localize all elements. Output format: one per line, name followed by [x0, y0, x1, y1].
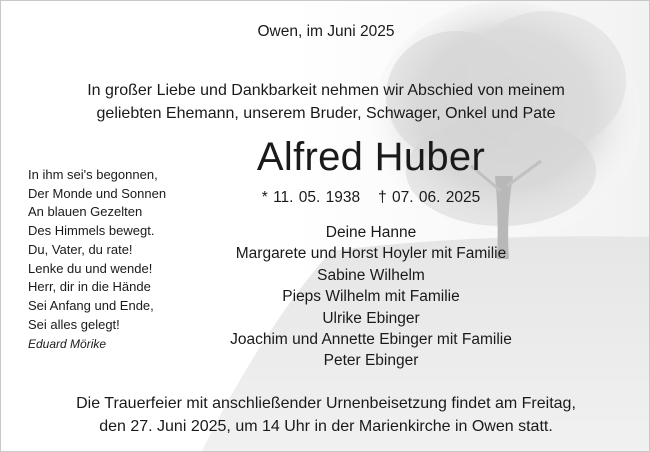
mourners-list	[161, 222, 581, 372]
poem	[28, 166, 166, 354]
mourner-entry: Ulrike Ebinger	[322, 309, 420, 327]
death-date: † 07. 06. 2025	[378, 189, 481, 206]
poem-line: In ihm sei's begonnen,	[28, 167, 158, 182]
mourner-entry: Sabine Wilhelm	[317, 266, 425, 284]
poem-line: Sei Anfang und Ende,	[28, 297, 154, 313]
poem-line: Der Monde und Sonnen	[28, 185, 167, 201]
mourner-entry: Pieps Wilhelm mit Familie	[282, 288, 460, 306]
poem-line: Du, Vater, du rate!	[28, 241, 133, 257]
deceased-name: Alfred Huber	[256, 135, 486, 179]
poem-line: Herr, dir in die Hände	[28, 279, 151, 295]
life-dates	[161, 189, 581, 207]
place-date: Owen, im Juni 2025	[257, 23, 395, 40]
poem-author: Eduard Mörike	[28, 337, 107, 352]
poem-line: Sei alles gelegt!	[28, 316, 120, 332]
funeral-service-info	[1, 392, 650, 438]
intro-line: geliebten Ehemann, unserem Bruder, Schwager, Onkel und Pate	[96, 105, 556, 122]
farewell-intro	[1, 79, 650, 125]
poem-line: Lenke du und wende!	[28, 260, 153, 276]
mourner-entry: Peter Ebinger	[323, 352, 419, 370]
mourner-entry: Joachim und Annette Ebinger mit Familie	[230, 331, 512, 349]
service-line: den 27. Juni 2025, um 14 Uhr in der Marienkirche in Owen statt.	[99, 418, 553, 435]
poem-line: An blauen Gezelten	[28, 204, 143, 220]
mourner-entry: Margarete und Horst Hoyler mit Familie	[235, 245, 507, 263]
birth-date: * 11. 05. 1938	[261, 189, 361, 206]
poem-line: Des Himmels bewegt.	[28, 223, 155, 239]
service-line: Die Trauerfeier mit anschließender Urnenbeisetzung findet am Freitag,	[76, 395, 576, 412]
mourner-entry: Deine Hanne	[325, 224, 417, 241]
intro-line: In großer Liebe und Dankbarkeit nehmen wir Abschied von meinem	[87, 82, 565, 99]
